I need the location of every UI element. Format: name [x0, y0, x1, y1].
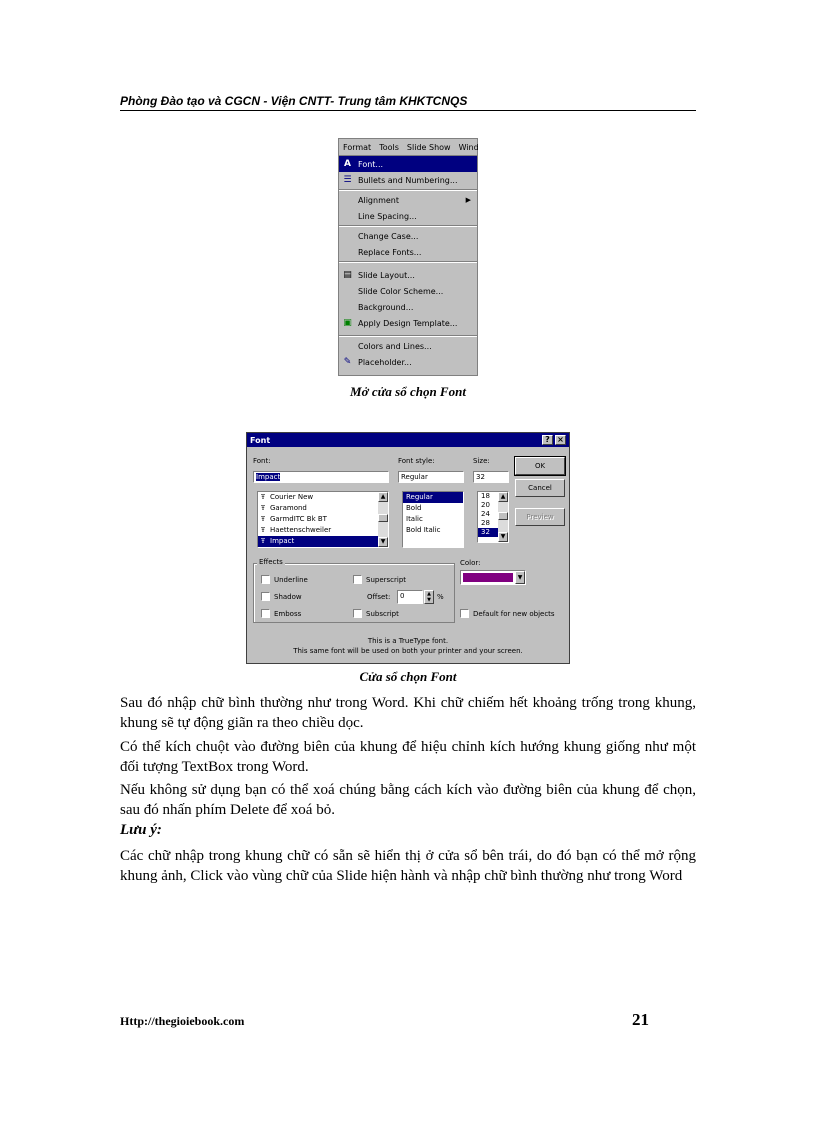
page-header: Phòng Đào tạo và CGCN - Viện CNTT- Trung tâm KHKTCNQS	[120, 94, 468, 108]
font-input-value: Impact	[256, 473, 281, 481]
design-template-icon: ▣	[343, 318, 352, 328]
color-dropdown[interactable]	[460, 570, 526, 585]
menu-item-line-spacing[interactable]	[339, 208, 477, 224]
note-paragraph: Các chữ nhập trong khung chữ có sẵn sẽ hiển thị ở cửa sổ bên trái, do đó bạn có thể mở rộng khung ảnh, Click vào vùng chữ của Slide hiện hành và nhập chữ bình thường như trong Word	[120, 848, 696, 884]
paragraph-1: Sau đó nhập chữ bình thường như trong Word. Khi chữ chiếm hết khoảng trống trong khung, khung sẽ tự động giãn ra theo chiều dọc.	[120, 695, 696, 731]
menu-item-label: Slide Layout...	[358, 270, 415, 280]
format-menu-list	[339, 156, 477, 370]
help-button[interactable]: ?	[542, 435, 553, 445]
menu-window[interactable]: Wind	[458, 142, 479, 152]
note-title: Lưu ý:	[120, 822, 162, 838]
style-list-item[interactable]: Italic	[406, 515, 423, 523]
menu-separator	[339, 261, 477, 263]
font-label: Font:	[253, 457, 271, 465]
font-dialog	[246, 432, 570, 664]
default-for-new-objects-label: Default for new objects	[473, 610, 555, 618]
menu-item-label: Change Case...	[358, 231, 419, 241]
cancel-button[interactable]: Cancel	[515, 479, 565, 497]
menu-item-label: Alignment	[358, 195, 399, 205]
size-list-item[interactable]: 24	[481, 510, 490, 518]
format-menu-screenshot	[338, 138, 478, 376]
font-list-item-label: Impact	[270, 537, 295, 545]
truetype-icon: Ŧ	[261, 494, 266, 501]
size-list-item[interactable]: 20	[481, 501, 490, 509]
font-a-icon: A	[344, 159, 351, 169]
subscript-label: Subscript	[366, 610, 399, 618]
menu-item-placeholder[interactable]	[339, 354, 477, 370]
shadow-checkbox[interactable]	[261, 592, 270, 601]
paragraph-3: Nếu không sử dụng bạn có thể xoá chúng bằng cách kích vào đường biên của khung để chọn, sau đó nhấn phím Delete để xoá bỏ.	[120, 782, 696, 818]
ok-button[interactable]: OK	[515, 457, 565, 475]
size-list-scrollbar[interactable]	[498, 492, 508, 542]
size-list-item[interactable]: 28	[481, 519, 490, 527]
menu-item-label: Slide Color Scheme...	[358, 286, 444, 296]
menu-item-label: Line Spacing...	[358, 211, 417, 221]
font-input[interactable]	[253, 471, 389, 483]
color-swatch	[463, 573, 513, 582]
menu-separator	[339, 225, 477, 227]
font-list-item-label: GarmdITC Bk BT	[270, 515, 327, 523]
size-label: Size:	[473, 457, 490, 465]
close-button[interactable]: ×	[555, 435, 566, 445]
menu-item-background[interactable]	[339, 299, 477, 315]
submenu-arrow-icon: ▶	[465, 196, 471, 204]
effects-label: Effects	[259, 558, 283, 566]
menu-item-colors-and-lines[interactable]	[339, 338, 477, 354]
size-list[interactable]	[477, 491, 509, 543]
subscript-checkbox[interactable]	[353, 609, 362, 618]
size-input[interactable]: 32	[473, 471, 509, 483]
default-for-new-objects-checkbox[interactable]	[460, 609, 469, 618]
scroll-down-icon[interactable]: ▼	[498, 532, 508, 542]
font-list-item[interactable]	[258, 503, 388, 514]
scroll-thumb[interactable]	[378, 514, 388, 522]
font-style-list[interactable]	[402, 491, 464, 548]
chevron-down-icon[interactable]: ▼	[515, 571, 525, 584]
size-list-item-selected[interactable]: 32	[478, 528, 508, 537]
dialog-titlebar	[247, 433, 569, 447]
scroll-up-icon[interactable]: ▲	[378, 492, 388, 502]
menu-bar	[339, 139, 477, 156]
slide-layout-icon: ▤	[343, 270, 352, 280]
placeholder-icon: ✎	[343, 357, 352, 367]
menu-separator	[339, 189, 477, 191]
truetype-icon: Ŧ	[261, 527, 266, 534]
scroll-thumb[interactable]	[498, 512, 508, 520]
truetype-icon: Ŧ	[261, 516, 266, 523]
menu-separator	[339, 335, 477, 337]
size-list-item[interactable]: 18	[481, 492, 490, 500]
menu-item-replace-fonts[interactable]	[339, 244, 477, 260]
menu-item-bullets[interactable]	[339, 172, 477, 188]
menu-item-alignment[interactable]	[339, 192, 477, 208]
font-list-item[interactable]	[258, 492, 388, 503]
offset-label: Offset:	[367, 593, 391, 601]
page-number: 21	[632, 1010, 649, 1029]
offset-spinner[interactable]: ▲ ▼	[424, 590, 434, 604]
style-list-item[interactable]: Bold Italic	[406, 526, 441, 534]
menu-item-slide-color-scheme[interactable]	[339, 283, 477, 299]
truetype-icon: Ŧ	[261, 538, 266, 545]
menu-item-label: Bullets and Numbering...	[358, 175, 458, 185]
menu-item-label: Placeholder...	[358, 357, 412, 367]
menu-item-label: Colors and Lines...	[358, 341, 432, 351]
header-rule	[120, 110, 696, 111]
figure-caption-menu: Mở cửa sổ chọn Font	[350, 384, 466, 399]
superscript-checkbox[interactable]	[353, 575, 362, 584]
emboss-checkbox[interactable]	[261, 609, 270, 618]
preview-button[interactable]: Preview	[515, 508, 565, 526]
menu-item-label: Apply Design Template...	[358, 318, 458, 328]
font-style-label: Font style:	[398, 457, 435, 465]
font-list-item-selected[interactable]	[258, 536, 388, 547]
menu-item-font[interactable]	[339, 156, 477, 172]
font-list-scrollbar[interactable]	[378, 492, 388, 547]
paragraph-2: Có thể kích chuột vào đường biên của khung để hiệu chỉnh kích hướng khung giống như một đối tượng TextBox trong Word.	[120, 739, 696, 775]
style-list-item[interactable]: Bold	[406, 504, 422, 512]
scroll-up-icon[interactable]: ▲	[498, 492, 508, 502]
offset-unit: %	[437, 593, 444, 601]
menu-item-label: Font...	[358, 159, 384, 169]
offset-input[interactable]: 0	[397, 590, 423, 604]
menu-item-label: Background...	[358, 302, 414, 312]
font-list-item[interactable]	[258, 514, 388, 525]
font-list-item[interactable]	[258, 525, 388, 536]
dialog-title: Font	[250, 435, 271, 445]
scroll-down-icon[interactable]: ▼	[378, 537, 388, 547]
bullets-icon: ☰	[343, 175, 352, 185]
footer-url[interactable]: Http://thegioiebook.com	[120, 1014, 245, 1028]
font-style-input[interactable]: Regular	[398, 471, 464, 483]
underline-checkbox[interactable]	[261, 575, 270, 584]
emboss-label: Emboss	[274, 610, 302, 618]
font-list-item-label: Garamond	[270, 504, 307, 512]
menu-item-change-case[interactable]	[339, 228, 477, 244]
menu-slide-show[interactable]: Slide Show	[406, 142, 451, 152]
menu-item-label: Replace Fonts...	[358, 247, 422, 257]
shadow-label: Shadow	[274, 593, 302, 601]
font-list[interactable]	[257, 491, 389, 548]
truetype-note: This is a TrueType font.	[367, 637, 449, 645]
underline-label: Underline	[274, 576, 308, 584]
menu-format[interactable]: Format	[343, 142, 372, 152]
menu-item-slide-layout[interactable]	[339, 267, 477, 283]
font-list-item-label: Haettenschweiler	[270, 526, 332, 534]
menu-item-apply-design-template[interactable]	[339, 315, 477, 331]
font-list-item-label: Courier New	[270, 493, 314, 501]
figure-caption-dialog: Cửa sổ chọn Font	[359, 669, 457, 684]
menu-tools[interactable]: Tools	[379, 142, 399, 152]
color-label: Color:	[460, 559, 481, 567]
printer-screen-note: This same font will be used on both your printer and your screen.	[293, 647, 523, 655]
truetype-icon: Ŧ	[261, 505, 266, 512]
superscript-label: Superscript	[366, 576, 407, 584]
style-list-item-selected[interactable]: Regular	[403, 492, 463, 503]
